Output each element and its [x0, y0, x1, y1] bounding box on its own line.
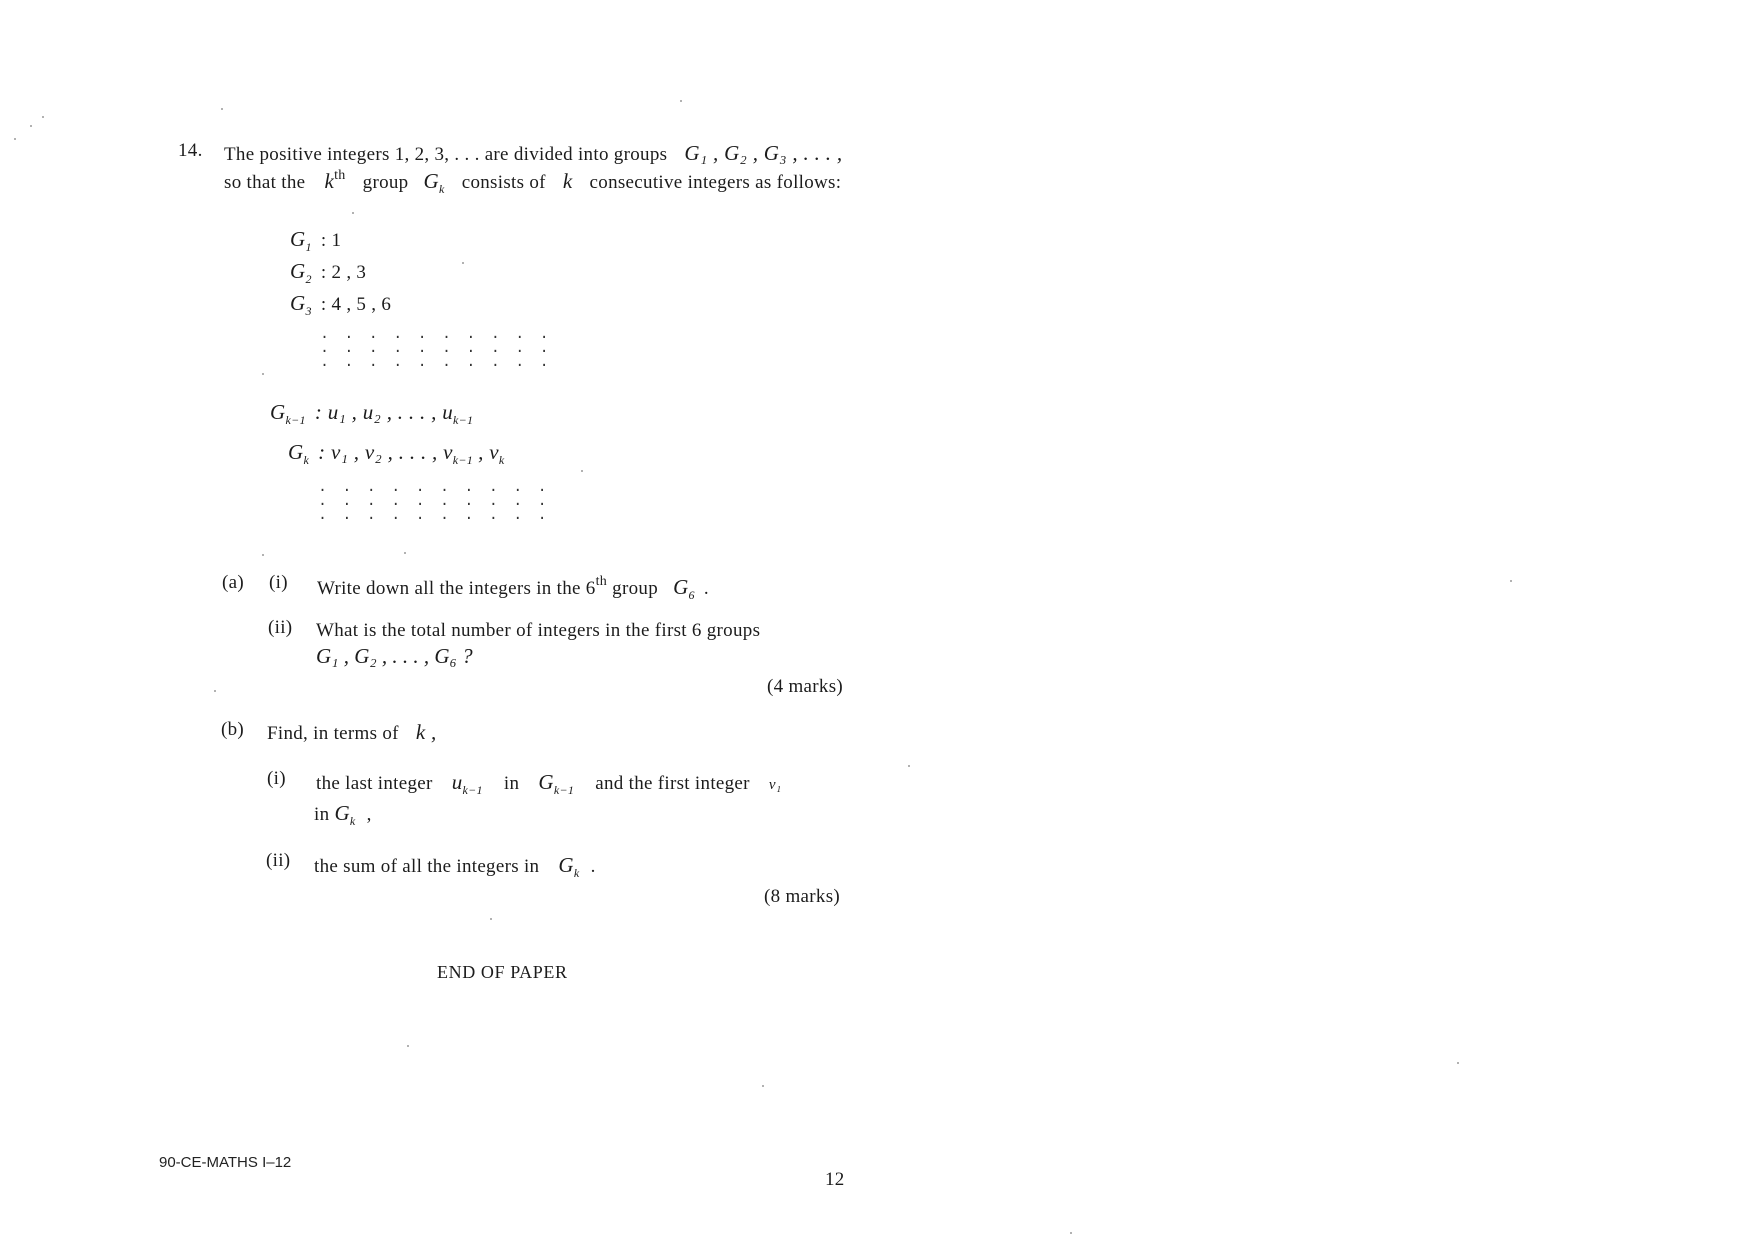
- last-sub: k−1: [453, 413, 474, 427]
- scan-speck: [404, 552, 406, 554]
- dots-row: . . . . . . . . . .: [320, 340, 552, 357]
- part-b-i-line1: [316, 770, 781, 798]
- text: .: [703, 578, 709, 599]
- scan-speck: [908, 765, 910, 767]
- part-b-intro: [267, 720, 437, 745]
- text: Find, in terms of: [267, 723, 399, 744]
- part-a-ii-label: (ii): [268, 617, 293, 638]
- group-symbol: G: [673, 575, 689, 599]
- part-b-marks: (8 marks): [764, 886, 841, 907]
- dots-row: . . . . . . . . . .: [318, 479, 550, 496]
- text: in: [314, 804, 330, 825]
- g-symbol: G: [538, 770, 554, 794]
- group-tail: , v: [478, 440, 499, 464]
- part-a-ii-text: What is the total number of integers in the first 6 groups: [316, 620, 761, 641]
- dots-row: . . . . . . . . . .: [318, 493, 550, 510]
- scan-speck: [462, 262, 464, 264]
- part-a-label: (a): [222, 572, 244, 593]
- group-values: : v₁ , v₂ , . . . , v: [318, 440, 453, 464]
- dots-row: . . . . . . . . . .: [320, 354, 552, 371]
- last-sub: k: [498, 453, 505, 467]
- text: Write down all the integers in the 6: [317, 578, 596, 599]
- group-name: G: [288, 440, 304, 464]
- group-sub: 3: [305, 304, 312, 318]
- scan-speck: [214, 690, 216, 692]
- text: ,: [366, 804, 372, 825]
- scan-speck: [221, 108, 223, 110]
- end-of-paper: END OF PAPER: [437, 962, 568, 982]
- part-b-ii-label: (ii): [266, 850, 291, 871]
- part-a-ii-groups: G₁ , G₂ , . . . , G₆ ?: [316, 644, 473, 668]
- scan-speck: [262, 554, 264, 556]
- scan-speck: [407, 1045, 409, 1047]
- text: in: [503, 773, 520, 794]
- scan-speck: [1070, 1232, 1072, 1234]
- intro-groups: G₁ , G₂ , G₃ , . . . ,: [684, 141, 843, 165]
- scan-speck: [490, 918, 492, 920]
- question-intro-line1: [224, 141, 842, 166]
- intro-text: The positive integers 1, 2, 3, . . . are divided into groups: [224, 144, 668, 165]
- question-number: 14.: [178, 140, 203, 161]
- group-sub: k−1: [285, 413, 306, 427]
- scan-speck: [262, 373, 264, 375]
- group-name: G: [290, 259, 306, 283]
- group-sub: 1: [305, 240, 312, 254]
- scan-speck: [14, 138, 16, 140]
- v1-symbol: v₁: [768, 777, 782, 793]
- g-symbol: G: [558, 853, 574, 877]
- mid-sub: k−1: [452, 453, 474, 467]
- g-sub: k−1: [553, 783, 575, 797]
- group-values: : 4 , 5 , 6: [320, 294, 392, 315]
- dots-row: . . . . . . . . . .: [318, 507, 550, 524]
- gk-sub: k: [439, 182, 445, 196]
- scan-speck: [30, 125, 32, 127]
- gk-symbol: G: [423, 169, 440, 193]
- th-superscript: th: [334, 168, 346, 183]
- k-symbol: k ,: [415, 720, 437, 744]
- scan-speck: [352, 212, 354, 214]
- th-superscript: th: [595, 574, 608, 589]
- scan-speck: [680, 100, 682, 102]
- scan-speck: [581, 470, 583, 472]
- intro-text-b: group: [362, 172, 409, 193]
- intro-text-d: consecutive integers as follows:: [589, 172, 842, 193]
- text: the last integer: [316, 773, 433, 794]
- group-sub: 2: [305, 272, 312, 286]
- part-a-i-label: (i): [269, 572, 288, 593]
- u-symbol: u: [451, 770, 463, 794]
- paper-code: 90-CE-MATHS I–12: [159, 1154, 292, 1171]
- part-a-marks: (4 marks): [767, 676, 844, 697]
- part-b-i-label: (i): [267, 768, 286, 789]
- part-b-i-line2: [314, 801, 372, 829]
- ellipsis-rows-1: [320, 328, 552, 370]
- scan-speck: [1457, 1062, 1459, 1064]
- text: group: [612, 578, 658, 599]
- page-number: 12: [825, 1169, 845, 1190]
- ellipsis-rows-2: [318, 481, 550, 523]
- group-g1: [290, 227, 341, 255]
- k-symbol: k: [324, 169, 335, 193]
- part-b-ii-text: [314, 853, 596, 881]
- text: the sum of all the integers in: [314, 856, 540, 877]
- group-sub: k: [303, 453, 310, 467]
- group-values: : u₁ , u₂ , . . . , u: [314, 400, 454, 424]
- scan-speck: [762, 1085, 764, 1087]
- group-g2: [290, 259, 366, 287]
- text: and the first integer: [595, 773, 750, 794]
- part-b-label: (b): [221, 719, 245, 740]
- group-name: G: [270, 400, 286, 424]
- intro-text-c: consists of: [461, 172, 546, 193]
- question-intro-line2: [224, 168, 841, 197]
- g-symbol: G: [334, 801, 350, 825]
- group-g3: [290, 291, 391, 319]
- text: .: [590, 856, 596, 877]
- intro-text-a: so that the: [224, 172, 306, 193]
- k-symbol-2: k: [562, 169, 573, 193]
- group-name: G: [290, 291, 306, 315]
- dots-row: . . . . . . . . . .: [320, 326, 552, 343]
- group-name: G: [290, 227, 306, 251]
- u-sub: k−1: [462, 783, 483, 797]
- part-a-i-text: [317, 574, 709, 603]
- group-gk-minus-1: [270, 400, 473, 428]
- group-values: : 2 , 3: [320, 262, 367, 283]
- group-gk: [288, 440, 505, 468]
- g-sub: k: [573, 866, 580, 880]
- scan-speck: [42, 116, 44, 118]
- scan-speck: [1510, 580, 1512, 582]
- group-sub: 6: [688, 588, 695, 602]
- g-sub: k: [349, 814, 356, 828]
- group-values: : 1: [320, 230, 342, 251]
